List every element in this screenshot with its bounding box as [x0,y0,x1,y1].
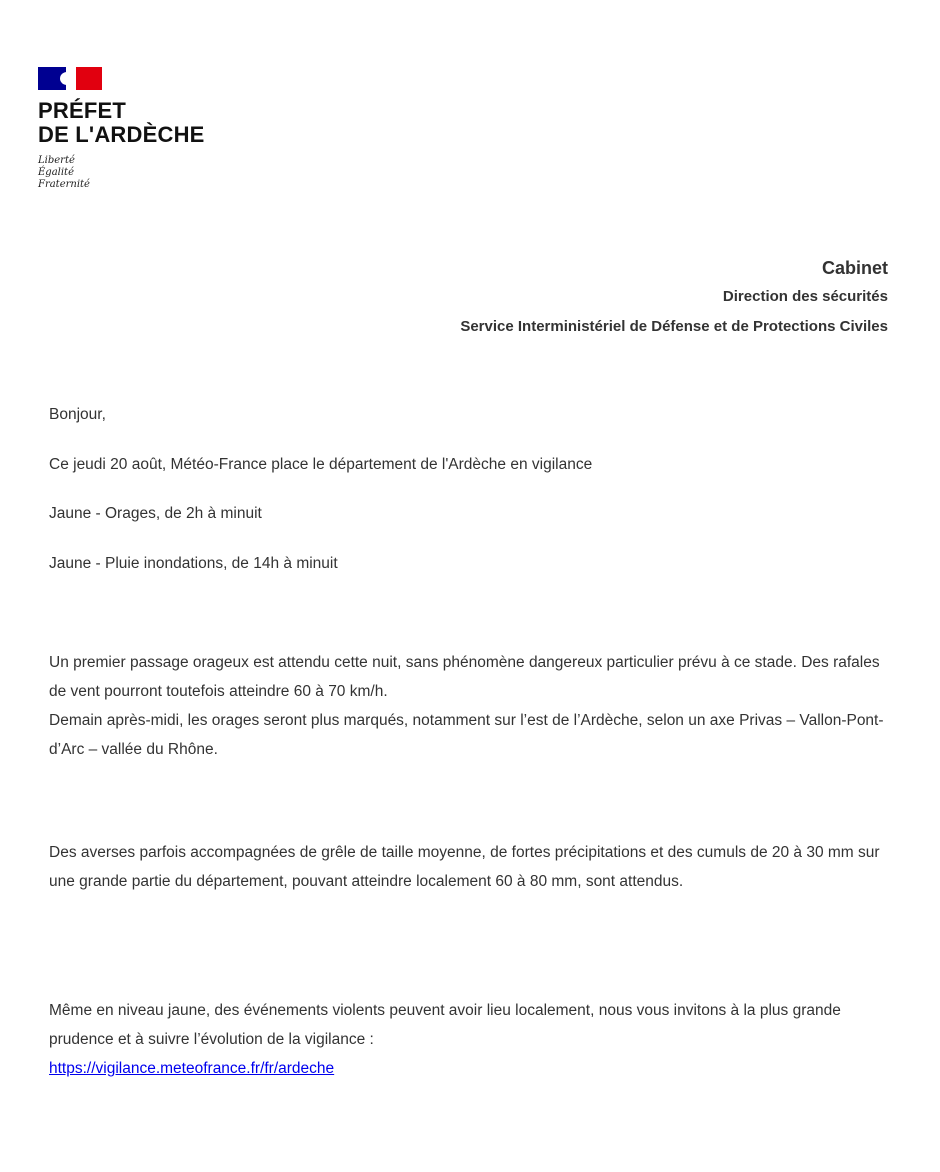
marianne-flag-icon [38,67,102,90]
advice-paragraph [49,996,899,1083]
prefecture-name-line2: DE L'ARDÈCHE [38,122,205,147]
alert-storms: Jaune - Orages, de 2h à minuit [49,505,262,522]
service-title: Service Interministériel de Défense et de Protections Civiles [460,318,888,335]
sender-header [460,256,888,336]
prefecture-name [38,99,205,147]
forecast-tomorrow: Demain après-midi, les orages seront plus marqués, notamment sur l’est de l’Ardèche, selon un axe Privas – Vallon-Pont-d’Arc – vallée du Rhône. [49,712,884,758]
cabinet-title: Cabinet [821,258,888,278]
motto-liberte: Liberté [38,155,75,166]
prefecture-logo [38,67,205,191]
forecast-paragraph [49,648,899,764]
direction-title: Direction des sécurités [722,288,888,305]
advice-text: Même en niveau jaune, des événements violents peuvent avoir lieu localement, nous vous invitons à la plus grande prudence et à suivre l’évolution de la vigilance : [49,1002,841,1048]
alert-rain-floods: Jaune - Pluie inondations, de 14h à minuit [49,555,338,572]
precipitation-paragraph: Des averses parfois accompagnées de grêle de taille moyenne, de fortes précipitations et des cumuls de 20 à 30 mm sur une grande partie du département, pouvant atteindre localement 60 à 80 mm, sont attendus. [49,844,880,890]
forecast-tonight: Un premier passage orageux est attendu cette nuit, sans phénomène dangereux particulier prévu à ce stade. Des rafales de vent pourront toutefois atteindre 60 à 70 km/h. [49,654,880,700]
greeting: Bonjour, [49,406,106,423]
republic-motto [38,155,205,191]
prefecture-name-line1: PRÉFET [38,98,126,123]
motto-egalite: Égalité [38,167,74,178]
motto-fraternite: Fraternité [38,179,90,190]
vigilance-link[interactable]: https://vigilance.meteofrance.fr/fr/ardeche [49,1060,335,1077]
intro-paragraph: Ce jeudi 20 août, Météo-France place le département de l'Ardèche en vigilance [49,456,593,473]
